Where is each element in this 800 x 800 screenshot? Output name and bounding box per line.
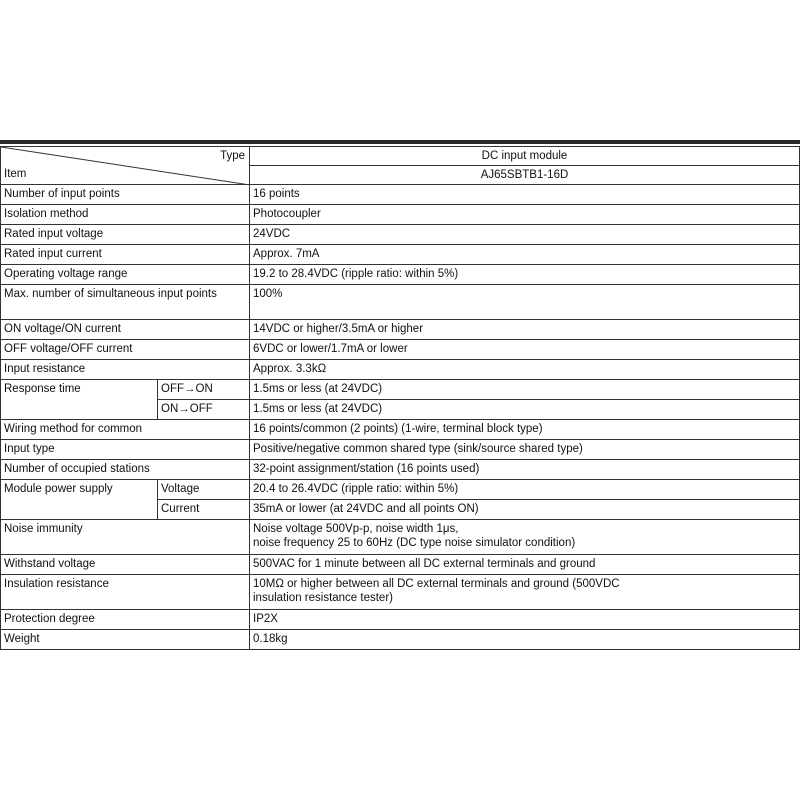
row-label: Input resistance	[1, 360, 250, 380]
row-value: 100%	[250, 285, 800, 320]
power-current-label: Current	[158, 500, 250, 520]
table-row	[1, 340, 800, 360]
power-voltage-value: 20.4 to 26.4VDC (ripple ratio: within 5%)	[250, 480, 800, 500]
table-row	[1, 575, 800, 610]
response-on-off-label: ON→OFF	[158, 400, 250, 420]
power-voltage-label: Voltage	[158, 480, 250, 500]
row-label: Rated input voltage	[1, 225, 250, 245]
protection-label: Protection degree	[1, 610, 250, 630]
table-row	[1, 630, 800, 650]
table-row	[1, 610, 800, 630]
insulation-line-1: 10MΩ or higher between all DC external terminals and ground (500VDC	[253, 578, 620, 590]
noise-value	[250, 520, 800, 555]
insulation-label: Insulation resistance	[1, 575, 250, 610]
row-value: 16 points/common (2 points) (1-wire, terminal block type)	[250, 420, 800, 440]
row-label: Number of input points	[1, 185, 250, 205]
row-label: ON voltage/ON current	[1, 320, 250, 340]
row-value: Photocoupler	[250, 205, 800, 225]
row-value: 6VDC or lower/1.7mA or lower	[250, 340, 800, 360]
row-label: Max. number of simultaneous input points	[1, 285, 250, 320]
row-value: 19.2 to 28.4VDC (ripple ratio: within 5%)	[250, 265, 800, 285]
header-model: AJ65SBTB1-16D	[250, 166, 800, 185]
row-label: OFF voltage/OFF current	[1, 340, 250, 360]
row-label: Operating voltage range	[1, 265, 250, 285]
table-row	[1, 420, 800, 440]
row-value: 14VDC or higher/3.5mA or higher	[250, 320, 800, 340]
table-row	[1, 285, 800, 320]
protection-value: IP2X	[250, 610, 800, 630]
table-row	[1, 320, 800, 340]
row-label: Isolation method	[1, 205, 250, 225]
spec-table	[0, 146, 800, 650]
table-row	[1, 360, 800, 380]
table-row	[1, 225, 800, 245]
row-label: Wiring method for common	[1, 420, 250, 440]
table-row	[1, 380, 800, 400]
top-rule	[0, 140, 800, 144]
header-item-label: Item	[4, 168, 27, 180]
header-module-type: DC input module	[250, 147, 800, 166]
row-value: 16 points	[250, 185, 800, 205]
row-value: Approx. 7mA	[250, 245, 800, 265]
withstand-label: Withstand voltage	[1, 555, 250, 575]
weight-value: 0.18kg	[250, 630, 800, 650]
insulation-line-2: insulation resistance tester)	[253, 592, 393, 604]
header-row	[1, 147, 800, 166]
table-row	[1, 440, 800, 460]
noise-line-2: noise frequency 25 to 60Hz (DC type noise simulator condition)	[253, 537, 576, 549]
row-value: Positive/negative common shared type (sink/source shared type)	[250, 440, 800, 460]
weight-label: Weight	[1, 630, 250, 650]
noise-line-1: Noise voltage 500Vp-p, noise width 1μs,	[253, 523, 459, 535]
table-row	[1, 245, 800, 265]
response-off-on-label: OFF→ON	[158, 380, 250, 400]
row-value: 32-point assignment/station (16 points used)	[250, 460, 800, 480]
table-row	[1, 205, 800, 225]
withstand-value: 500VAC for 1 minute between all DC external terminals and ground	[250, 555, 800, 575]
row-label: Number of occupied stations	[1, 460, 250, 480]
row-label: Input type	[1, 440, 250, 460]
response-time-label: Response time	[1, 380, 158, 420]
noise-label: Noise immunity	[1, 520, 250, 555]
power-supply-label: Module power supply	[1, 480, 158, 520]
row-value: 24VDC	[250, 225, 800, 245]
response-on-off-value: 1.5ms or less (at 24VDC)	[250, 400, 800, 420]
power-current-value: 35mA or lower (at 24VDC and all points ON)	[250, 500, 800, 520]
spec-sheet	[0, 140, 800, 650]
table-row	[1, 185, 800, 205]
row-value: Approx. 3.3kΩ	[250, 360, 800, 380]
header-item-type-cell	[1, 147, 250, 185]
response-off-on-value: 1.5ms or less (at 24VDC)	[250, 380, 800, 400]
header-type-label: Type	[220, 150, 245, 162]
insulation-value	[250, 575, 800, 610]
table-row	[1, 520, 800, 555]
header-diagonal	[1, 147, 250, 185]
table-row	[1, 265, 800, 285]
table-row	[1, 480, 800, 500]
table-row	[1, 460, 800, 480]
table-row	[1, 555, 800, 575]
row-label: Rated input current	[1, 245, 250, 265]
